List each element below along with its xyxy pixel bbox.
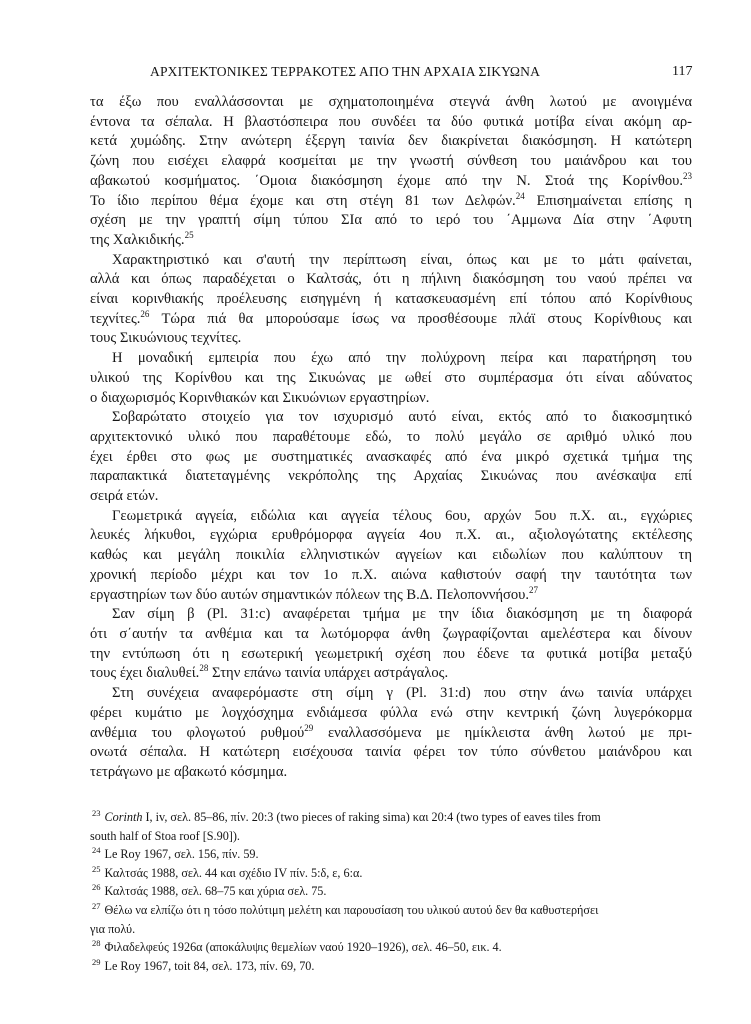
text-line bbox=[90, 724, 692, 744]
footnote-ref[interactable]: 26 bbox=[140, 308, 150, 319]
footnote-ref[interactable]: 27 bbox=[529, 584, 539, 595]
footnote bbox=[90, 957, 692, 976]
page-number: 117 bbox=[672, 64, 693, 79]
text-line: έντονα τα σέπαλα. Η βλαστόσπειρα που συνδέει τα δύο φυτικά μοτίβα είναι ακόμη αρ- bbox=[90, 113, 692, 130]
paragraph bbox=[90, 251, 692, 350]
footnote-number: 28 bbox=[92, 938, 101, 949]
text-line bbox=[90, 231, 692, 251]
footnote-number: 24 bbox=[92, 845, 101, 856]
text-line: αρχιτεκτονικό υλικό που παραθέτουμε εδώ, το πολύ μεγάλο σε αριθμό υλικό που bbox=[90, 428, 692, 445]
paragraph bbox=[90, 408, 692, 507]
text-line: είναι κορινθιακής προέλευσης εισηγμένη ή κατασκευασμένη επί τόπου από Κορίνθιους bbox=[90, 291, 692, 308]
footnote bbox=[90, 808, 692, 827]
text-line: φέρει κυμάτιο με λογχόσχημα ενδιάμεσα φύλλα ενώ στην κεντρική ζώνη λυγερόκορμα bbox=[90, 704, 692, 721]
text-run: ανθέμια του φλογωτού ρυθμού bbox=[90, 724, 305, 741]
text-line: Στη συνέχεια αναφερόμαστε στη σίμη γ (Pl. 31:d) που στην άνω ταινία υπάρχει bbox=[112, 685, 692, 702]
text-run: τεχνίτες. bbox=[90, 310, 141, 327]
text-line: κετά χυμώδης. Στην ανώτερη έξεργη ταινία δεν διακρίνεται διακόσμηση. Η κατώτερη bbox=[90, 133, 692, 150]
footnote-ref[interactable]: 23 bbox=[683, 170, 692, 181]
footnote-text: Le Roy 1967, toit 84, σελ. 173, πίν. 69, 70. bbox=[104, 958, 315, 973]
text-run: Τώρα πιά θα μπορούσαμε ίσως να προσθέσουμε πλάϊ στους Κορίνθιους και bbox=[149, 310, 692, 327]
text-line: σειρά ετών. bbox=[90, 488, 159, 505]
footnote-text: I, iv, σελ. 85–86, πίν. 20:3 (two pieces of raking sima) και 20:4 (two types of eaves tiles from bbox=[142, 810, 601, 824]
footnote-text: Καλτσάς 1988, σελ. 68–75 και χύρια σελ. 75. bbox=[104, 884, 327, 899]
footnote-number: 26 bbox=[92, 882, 101, 893]
text-line: τους Σικυώνιους τεχνίτες. bbox=[90, 330, 242, 347]
text-line: σχέση με την γραπτή σίμη τύπου ΣΙα από το ιερό του ΄Αμμωνα Δία στην ΄Αφυτη bbox=[90, 212, 692, 229]
footnote-continuation: south half of Stoa roof [S.90]). bbox=[90, 828, 240, 843]
footnote-number: 27 bbox=[92, 900, 101, 911]
footnote-number: 25 bbox=[92, 863, 101, 874]
footnote-number: 29 bbox=[92, 956, 101, 967]
text-line: αλλά και όπως παραδέχεται ο Καλτσάς, ότι η πήλινη διακόσμηση του ναού πρέπει να bbox=[90, 271, 692, 288]
text-line: παραπακτικά διατεταγμένης νεκρόπολης της Αρχαίας Σικυώνας που ανέσκαψα επί bbox=[90, 468, 692, 485]
footnote-ref[interactable]: 25 bbox=[184, 229, 194, 240]
footnote-text: Καλτσάς 1988, σελ. 44 και σχέδιο IV πίν. 5:δ, ε, 6:α. bbox=[104, 865, 363, 880]
footnote-continuation: για πολύ. bbox=[90, 921, 136, 936]
text-line: χρονική περίοδο μέχρι και τον 1ο π.Χ. αιώνα καθιστούν σαφή την ταυτότητα των bbox=[90, 566, 692, 583]
text-line: ο διαχωρισμός Κορινθιακών και Σικυώνιων εργαστηρίων. bbox=[90, 389, 430, 406]
text-run: τους έχει διαλυθεί. bbox=[90, 665, 200, 682]
text-line: Σαν σίμη β (Pl. 31:c) αναφέρεται τμήμα με την ίδια διακόσμηση με τη διαφορά bbox=[112, 606, 692, 623]
text-line: τα έξω που εναλλάσσονται με σχηματοποιημένα στεγνά άνθη λωτού με ανοιγμένα bbox=[90, 94, 692, 110]
text-line: την εντύπωση ότι η εσωτερική γεωμετρική σχέση που έδενε τα φυτικά μοτίβα μεταξύ bbox=[90, 645, 692, 662]
text-line bbox=[90, 192, 692, 212]
text-line: ότι σ΄αυτήν τα ανθέμια και τα λωτόμορφα άνθη ζωγραφίζονται αμελέστερα και δίνουν bbox=[90, 625, 692, 642]
footnote bbox=[90, 882, 692, 901]
running-title: ΑΡΧΙΤΕΚΤΟΝΙΚΕΣ ΤΕΡΡΑΚΟΤΕΣ ΑΠΟ ΤΗΝ ΑΡΧΑΙΑ ΣΙΚΥΩΝΑ bbox=[150, 64, 541, 79]
footnote-number: 23 bbox=[92, 808, 101, 818]
text-line: υλικού της Κορίνθου και της Σικυώνας με ωθεί στο συμπέρασμα ότι είναι αδύνατος bbox=[90, 369, 692, 386]
text-line: Σοβαρώτατο στοιχείο για τον ισχυρισμό αυτό είναι, εκτός από το διακοσμητικό bbox=[112, 409, 692, 426]
footnote-italic: Corinth bbox=[104, 810, 143, 824]
footnote-text: Le Roy 1967, σελ. 156, πίν. 59. bbox=[104, 847, 259, 862]
text-run: Το ίδιο περίπου θέμα έχομε και στη στέγη 81 των Δελφών. bbox=[90, 192, 516, 209]
footnote-ref[interactable]: 28 bbox=[199, 663, 209, 674]
text-line bbox=[90, 310, 692, 330]
footnote-text: Φιλαδελφεύς 1926α (αποκάλυψις θεμελίων ναού 1920–1926), σελ. 46–50, εικ. 4. bbox=[104, 940, 502, 955]
text-line: τετράγωνο με αβακωτό κόσμημα. bbox=[90, 763, 288, 780]
footnote bbox=[90, 864, 692, 883]
text-line: ονωτά σέπαλα. Η κατώτερη εισέχουσα ταινία φέρει τον τύπο σύνθετου μαιάνδρου και bbox=[90, 744, 692, 761]
text-line: Χαρακτηριστικό και σ'αυτή την περίπτωση είναι, όπως και με το μάτι φαίνεται, bbox=[112, 251, 692, 268]
text-line: Γεωμετρικά αγγεία, ειδώλια και αγγεία τέλους 6ου, αρχών 5ου π.Χ. αι., εγχώριες bbox=[112, 507, 692, 524]
paragraph bbox=[90, 684, 692, 783]
text-line bbox=[90, 172, 692, 192]
running-head bbox=[0, 64, 751, 82]
text-line: έχει έρθει στο φως με συστηματικές ανασκαφές από ένα μικρό σχετικά τμήμα της bbox=[90, 448, 692, 465]
paragraph bbox=[90, 605, 692, 684]
footnote bbox=[90, 938, 692, 957]
text-line bbox=[90, 586, 692, 606]
paragraph bbox=[90, 349, 692, 408]
paragraph bbox=[90, 93, 692, 251]
text-run: εναλλασσόμενα με ημίκλειστα άνθη λωτού με πρι- bbox=[313, 724, 692, 741]
footnote-ref[interactable]: 24 bbox=[515, 190, 525, 201]
main-text bbox=[90, 93, 692, 783]
footnote-ref[interactable]: 29 bbox=[304, 722, 314, 733]
text-line: λευκές λήκυθοι, εγχώρια ερυθρόμορφα αγγεία 4ου π.Χ. αι., αξιολογώτατης εκτέλεσης bbox=[90, 527, 692, 544]
text-line bbox=[90, 664, 692, 684]
text-run: Επισημαίνεται επίσης η bbox=[524, 192, 693, 209]
footnotes bbox=[90, 808, 692, 975]
footnote bbox=[90, 845, 692, 864]
text-run: Στην επάνω ταινία υπάρχει αστράγαλος. bbox=[208, 665, 449, 682]
text-run: αβακωτού κοσμήματος. ΄Ομοια διακόσμηση έχομε από την Ν. Στοά της Κορίνθου. bbox=[90, 172, 683, 189]
text-line: Η μοναδική εμπειρία που έχω από την πολύχρονη πείρα και παρατήρηση του bbox=[112, 350, 692, 367]
text-line: καθώς και μεγάλη ποικιλία ελληνιστικών αγγείων και ειδωλίων που καλύπτουν τη bbox=[90, 547, 692, 564]
text-run: εργαστηρίων των δύο αυτών σημαντικών πόλεων της Β.Δ. Πελοποννήσου. bbox=[90, 586, 530, 603]
footnote bbox=[90, 901, 692, 920]
text-line: ζώνη που εισέχει ελαφρά κοσμείται με την γνωστή σύνθεση του μαιάνδρου και του bbox=[90, 153, 692, 170]
text-run: της Χαλκιδικής. bbox=[90, 231, 185, 248]
footnote-text: Θέλω να ελπίζω ότι η τόσο πολύτιμη μελέτη και παρουσίαση του υλικού αυτού δεν θα καθυστερήσει bbox=[104, 902, 599, 917]
paragraph bbox=[90, 507, 692, 606]
